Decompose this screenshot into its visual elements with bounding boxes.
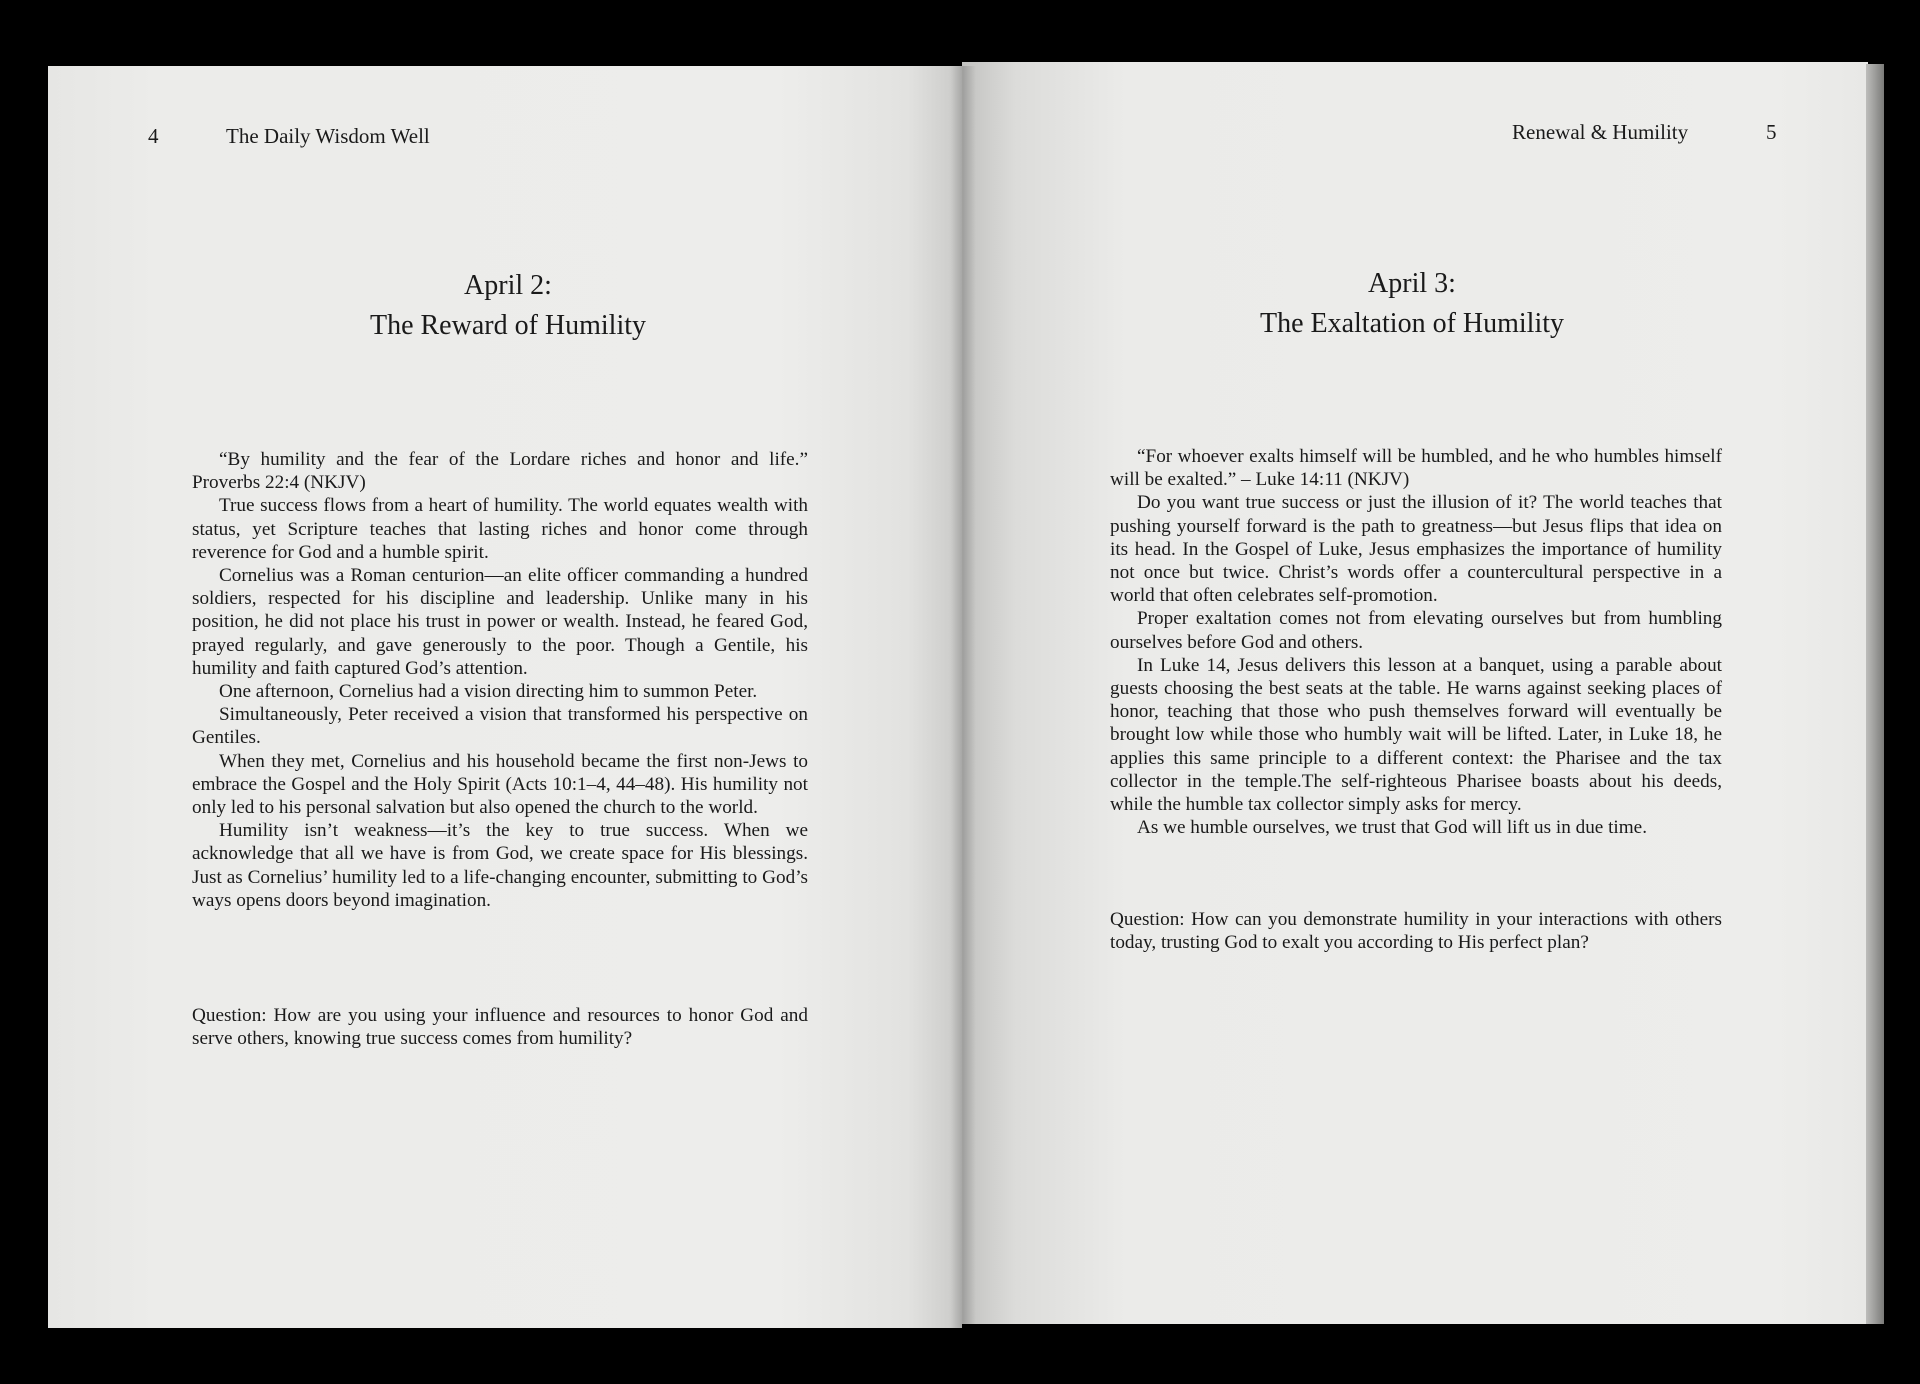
entry-body — [1110, 445, 1722, 839]
spine-shadow — [950, 66, 976, 1328]
reflection-question: Question: How can you demonstrate humility in your interactions with others today, trusting God to exalt you according to His perfect plan? — [1110, 909, 1722, 954]
left-page — [48, 66, 962, 1328]
entry-title: The Reward of Humility — [369, 310, 647, 341]
body-paragraph: Do you want true success or just the illusion of it? The world teaches that pushing yourself forward is the path to greatness—but Jesus flips that idea on its head. In the Gospel of Luke, Jesus emphasizes the importance of humility not once but twice. Christ’s words offer a countercultural perspective in a world that often celebrates self-promotion. — [1110, 492, 1722, 607]
body-paragraph: Proper exaltation comes not from elevating ourselves but from humbling ourselves before God and others. — [1110, 608, 1722, 653]
body-paragraph: Simultaneously, Peter received a vision that transformed his perspective on Gentiles. — [192, 704, 808, 749]
scripture-verse: “For whoever exalts himself will be humbled, and he who humbles himself will be exalted.” – Luke 14:11 (NKJV) — [1110, 446, 1722, 491]
body-paragraph: When they met, Cornelius and his household became the first non-Jews to embrace the Gospel and the Holy Spirit (Acts 10:1–4, 44–48). His humility not only led to his personal salvation but also opened the church to the world. — [192, 750, 808, 819]
entry-body — [192, 448, 808, 912]
reflection-question: Question: How are you using your influence and resources to honor God and serve others, knowing true success comes from humility? — [192, 1005, 808, 1050]
page-edge — [1866, 64, 1884, 1324]
running-head: Renewal & Humility — [1512, 120, 1689, 144]
body-paragraph: True success flows from a heart of humility. The world equates wealth with status, yet Scripture teaches that lasting riches and honor come through reverence for God and a humble spirit. — [192, 495, 808, 563]
running-head: The Daily Wisdom Well — [226, 124, 430, 148]
body-paragraph: In Luke 14, Jesus delivers this lesson at a banquet, using a parable about guests choosing the best seats at the table. He warns against seeking places of honor, teaching that those who push themselves forward will eventually be brought low while those who humbly wait will be lifted. Later, in Luke 18, he applies this same principle to a different context: the Pharisee and the tax collector in the temple.The self-righteous Pharisee boasts about his deeds, while the humble tax collector simply asks for mercy. — [1110, 654, 1722, 816]
entry-heading — [1092, 264, 1732, 344]
scripture-verse: “By humility and the fear of the Lordare riches and honor and life.” Proverbs 22:4 (NKJV) — [192, 449, 808, 494]
date-heading: April 2: — [464, 270, 552, 301]
body-paragraph: One afternoon, Cornelius had a vision directing him to summon Peter. — [219, 681, 758, 703]
body-paragraph: Humility isn’t weakness—it’s the key to true success. When we acknowledge that all we have is from God, we create space for His blessings. Just as Cornelius’ humility led to a life-changing encounter, submitting to God’s ways opens doors beyond imagination. — [192, 820, 808, 911]
body-paragraph: Cornelius was a Roman centurion—an elite officer commanding a hundred soldiers, respected for his discipline and leadership. Unlike many in his position, he did not place his trust in power or wealth. Instead, he feared God, prayed regularly, and gave generously to the poor. Though a Gentile, his humility and faith captured God’s attention. — [192, 565, 808, 679]
page-number: 5 — [1766, 120, 1777, 144]
body-paragraph: As we humble ourselves, we trust that God will lift us in due time. — [1137, 817, 1647, 839]
entry-title: The Exaltation of Humility — [1259, 308, 1565, 339]
entry-heading — [198, 266, 818, 346]
page-number: 4 — [148, 124, 159, 148]
date-heading: April 3: — [1368, 268, 1456, 299]
right-page — [962, 62, 1868, 1324]
